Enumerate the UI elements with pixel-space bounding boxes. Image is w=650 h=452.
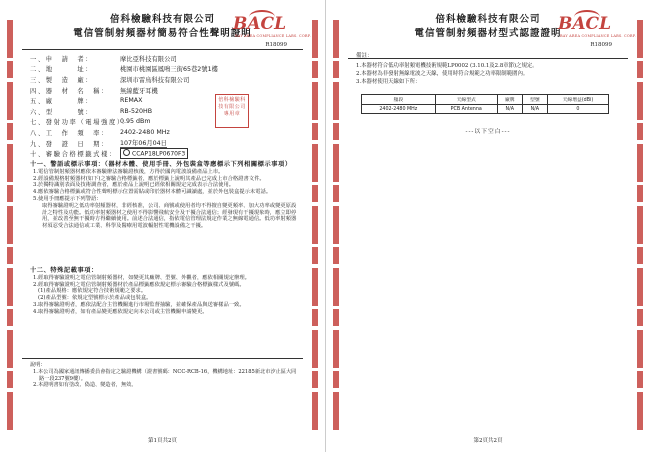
field-value: 摩比亞科技有限公司	[120, 55, 177, 63]
field-label: 十、審驗合格標籤式樣：	[30, 151, 117, 159]
table-row	[362, 105, 609, 114]
column-header: 天線型式	[435, 95, 497, 105]
page-title: 電信管制射頻器材型式認證證明	[414, 28, 562, 39]
field-label: 七、發射功率（電場強度）：	[30, 119, 130, 127]
table-cell: 0	[547, 105, 608, 114]
ncc-mark-icon	[123, 149, 130, 156]
company-name: 倍科檢驗科技有限公司	[435, 14, 541, 25]
warning-item: 4.應依審驗合格標籤或符合性聲明標示位置需貼或印於器材本體可識讀處，並於外包裝盒提示未電話。	[33, 189, 272, 196]
special-item: (2)產品型號：依規定型號標示於產品或包裝盒。	[38, 295, 152, 302]
bacl-logo	[552, 10, 636, 40]
notes-heading: 說明：	[30, 362, 46, 368]
remark-line: 2.本器材為非發射無線電波之天線，使用時符合規範之功率限制範圍內。	[356, 70, 529, 77]
note-item: 2.本證明書如有塗改、偽造、變造者，無效。	[33, 382, 137, 389]
special-item: 1.經取得審驗證明之電信管制射頻器材，如變更其廠牌、型號、外觀者，應依相關規定辦理。	[33, 274, 250, 281]
document-number: R18099	[265, 42, 287, 48]
section-heading: 十二、特殊記載事項：	[30, 267, 98, 274]
field-applicant	[30, 53, 300, 64]
bacl-logo	[227, 10, 311, 40]
ccid-label-box	[120, 148, 188, 160]
field-brand	[30, 95, 300, 106]
table-cell: N/A	[497, 105, 522, 114]
document-number: R18099	[590, 42, 612, 48]
field-value: 0.95 dBm	[120, 118, 151, 126]
field-address	[30, 64, 300, 75]
field-label: 八、工 作 頻 率：	[30, 129, 109, 137]
remark-line: 3.本器材使用天線如下所：	[356, 78, 421, 85]
field-label: 三、製 造 廠：	[30, 76, 94, 84]
special-item: 2.經取得審驗證明之電信管制射頻器材於產品標籤應依規定標示審驗合格標籤樣式及號碼。	[33, 281, 245, 288]
field-label: 五、廠 牌：	[30, 98, 94, 106]
field-value: 無線藍牙耳機	[120, 87, 158, 95]
column-header: 型號	[522, 95, 547, 105]
field-power	[30, 117, 300, 128]
company-name: 倍科檢驗科技有限公司	[109, 14, 215, 25]
certificate-page-2	[325, 0, 650, 452]
field-label: 四、器 材 名 稱：	[30, 87, 109, 95]
logo-subtitle: BAY AREA COMPLIANCE LABS. CORP.	[235, 34, 311, 38]
field-value: RB-520HB	[120, 107, 153, 115]
notes-divider	[22, 358, 303, 359]
field-label: 二、地 址：	[30, 66, 94, 74]
field-equipment-name	[30, 85, 300, 96]
logo-text: BACL	[233, 14, 287, 34]
header-divider	[348, 58, 628, 59]
field-value: 107年06月04日	[120, 140, 167, 148]
page-number: 第2頁共2頁	[473, 438, 503, 444]
blank-marker: ---以下空白---	[465, 129, 511, 135]
left-border-stripe	[333, 20, 339, 432]
field-manufacturer	[30, 74, 300, 85]
page-number: 第1頁共2頁	[148, 438, 177, 444]
table-cell: N/A	[522, 105, 547, 114]
right-border-stripe	[637, 20, 643, 432]
logo-subtitle: BAY AREA COMPLIANCE LABS. CORP.	[560, 34, 636, 38]
warning-item: 3.於獨特識別表面及技術調查者，應於產品上說明已經依相關規定完成表示合法使用。	[33, 182, 235, 189]
field-label-sample	[30, 148, 300, 159]
column-header: 天線增益(dBi)	[547, 95, 608, 105]
remarks-list	[356, 63, 626, 86]
antenna-table	[361, 94, 609, 114]
warning-statement: 取得審驗證明之低功率射頻器材，非經核准，公司、商號或使用者均不得擅自變更頻率、加大功率或變更原設計之特性及功能。低功率射頻器材之使用不得影響飛航安全及干擾合法通信；經發現有干擾現象時，應立即停用，並改善至無干擾時方得繼續使用。前述合法通信，指依電信管理法規定作業之無線電通信。低功率射頻器材須忍受合法通信或工業、科學及醫療用電波輻射性電機設備之干擾。	[42, 202, 297, 230]
field-label: 一、申 請 者：	[30, 55, 94, 63]
remark-line: 1.本器材符合低功率射頻電機技術規範LP0002 (3.10.1及2.8章節)之規定。	[356, 63, 538, 69]
right-border-stripe	[312, 20, 318, 432]
field-label: 九、發 證 日 期：	[30, 140, 109, 148]
table-cell: PCB Antenna	[435, 105, 497, 114]
field-value: 2402-2480 MHz	[120, 128, 170, 136]
explanation-section	[30, 362, 298, 389]
header-divider	[22, 49, 303, 50]
ccid-value: CCAP18LP0670F3	[132, 150, 186, 158]
special-item: (1)產品規格：應依規定符合技術規範之要求。	[38, 288, 147, 295]
field-model	[30, 106, 300, 117]
company-seal-stamp: 倍科檢驗科技有限公司專用章	[215, 94, 249, 128]
warning-section	[30, 162, 298, 230]
special-item: 3.取得審驗證明者，應依法配合主管機關進行市場監督抽驗，並確保產品與送審樣品一致。	[33, 301, 245, 308]
field-issue-date	[30, 138, 300, 149]
column-header: 頻段	[362, 95, 436, 105]
field-label: 六、型 號：	[30, 108, 94, 116]
left-border-stripe	[7, 20, 13, 432]
page-title: 電信管制射頻器材簡易符合性聲明證明	[73, 28, 252, 39]
field-frequency	[30, 127, 300, 138]
certificate-fields	[30, 53, 300, 159]
field-value: 深圳市雷鳥科技有限公司	[120, 76, 190, 84]
warning-item: 2.經設備規格射頻器材(如下)之審驗合格標籤者，應於標籤上說明其產品已完成上市合格證書文件。	[33, 175, 265, 182]
section-heading: 十一、警語或標示事項：（器材本體、使用手冊、外包裝盒等應標示下列相關標示事項）	[30, 161, 292, 168]
field-value: 桃園市桃園區鳳鳴三街65巷2號1樓	[120, 66, 218, 74]
warning-item: 1.電信管制射頻器材應依本審驗辦法審驗證核後，方得於國內電波設備產品上市。	[33, 168, 224, 175]
field-value: REMAX	[120, 97, 143, 105]
special-notes-section	[30, 268, 298, 316]
table-header-row	[362, 95, 609, 105]
column-header: 廠牌	[497, 95, 522, 105]
logo-text: BACL	[558, 14, 612, 34]
note-item: 1.本公司為國家通訊傳播委員會指定之驗證機構（證書號碼：NCC-RCB-16，機構地址：22185新北市汐止區大同路一段237號9樓）。	[33, 368, 297, 382]
remarks-heading: 備註：	[356, 53, 373, 59]
warning-item: 5.使用手冊應提示下列警語：	[33, 195, 102, 202]
special-item: 4.取得審驗證明者，如有產品變更應依規定向本公司或主管機關申請變更。	[33, 308, 208, 315]
table-cell: 2402-2480 MHz	[362, 105, 436, 114]
